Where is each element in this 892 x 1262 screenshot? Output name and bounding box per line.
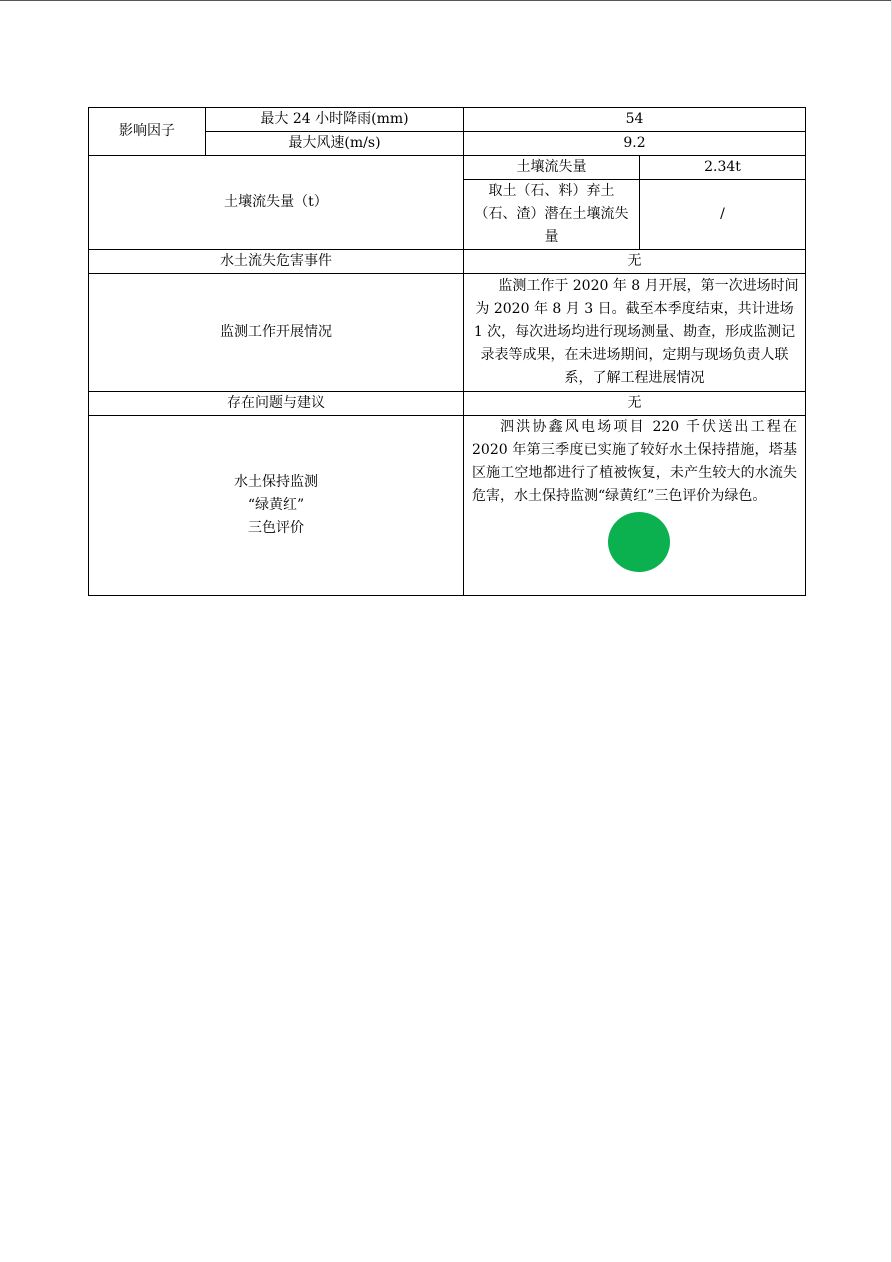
soil-loss-sub-label: 土壤流失量 (464, 156, 640, 180)
rating-label-line3: 三色评价 (248, 520, 304, 536)
soil-loss-label: 土壤流失量（t） (89, 156, 464, 250)
wind-label: 最大风速(m/s) (206, 132, 464, 156)
page-top-border (0, 0, 892, 1)
rating-cell (464, 416, 806, 596)
table-row (89, 156, 806, 180)
issues-value: 无 (464, 392, 806, 416)
rain-label: 最大 24 小时降雨(mm) (206, 108, 464, 132)
table-row (89, 108, 806, 132)
issues-label: 存在问题与建议 (89, 392, 464, 416)
table-row (89, 392, 806, 416)
soil-loss-value: 2.34t (640, 156, 806, 180)
table-row (89, 250, 806, 274)
monitoring-report-table (88, 107, 806, 596)
rating-label (89, 416, 464, 596)
wind-value: 9.2 (464, 132, 806, 156)
table-row (89, 274, 806, 392)
potential-loss-label: 取土（石、料）弃土（石、渣）潜在土壤流失量 (464, 180, 640, 250)
work-label: 监测工作开展情况 (89, 274, 464, 392)
table-row (89, 416, 806, 596)
work-description: 监测工作于 2020 年 8 月开展，第一次进场时间为 2020 年 8 月 3 日。截至本季度结束，共计进场 1 次，每次进场均进行现场测量、勘查，形成监测记录表等成果，在未进场期间，定期与现场负责人联系，了解工程进展情况 (464, 274, 806, 392)
rating-label-line1: 水土保持监测 (234, 474, 318, 490)
hazard-label: 水土流失危害事件 (89, 250, 464, 274)
potential-loss-value: / (640, 180, 806, 250)
rating-indicator-wrap (472, 508, 797, 574)
rain-value: 54 (464, 108, 806, 132)
green-rating-circle (608, 512, 670, 572)
rating-label-line2: “绿黄红” (247, 497, 305, 513)
rating-description: 泗洪协鑫风电场项目 220 千伏送出工程在 2020 年第三季度已实施了较好水土保持措施，塔基区施工空地都进行了植被恢复，未产生较大的水流失危害，水土保持监测“绿黄红”三色评价为绿色。 (472, 419, 798, 504)
hazard-value: 无 (464, 250, 806, 274)
influence-factor-label: 影响因子 (89, 108, 206, 156)
